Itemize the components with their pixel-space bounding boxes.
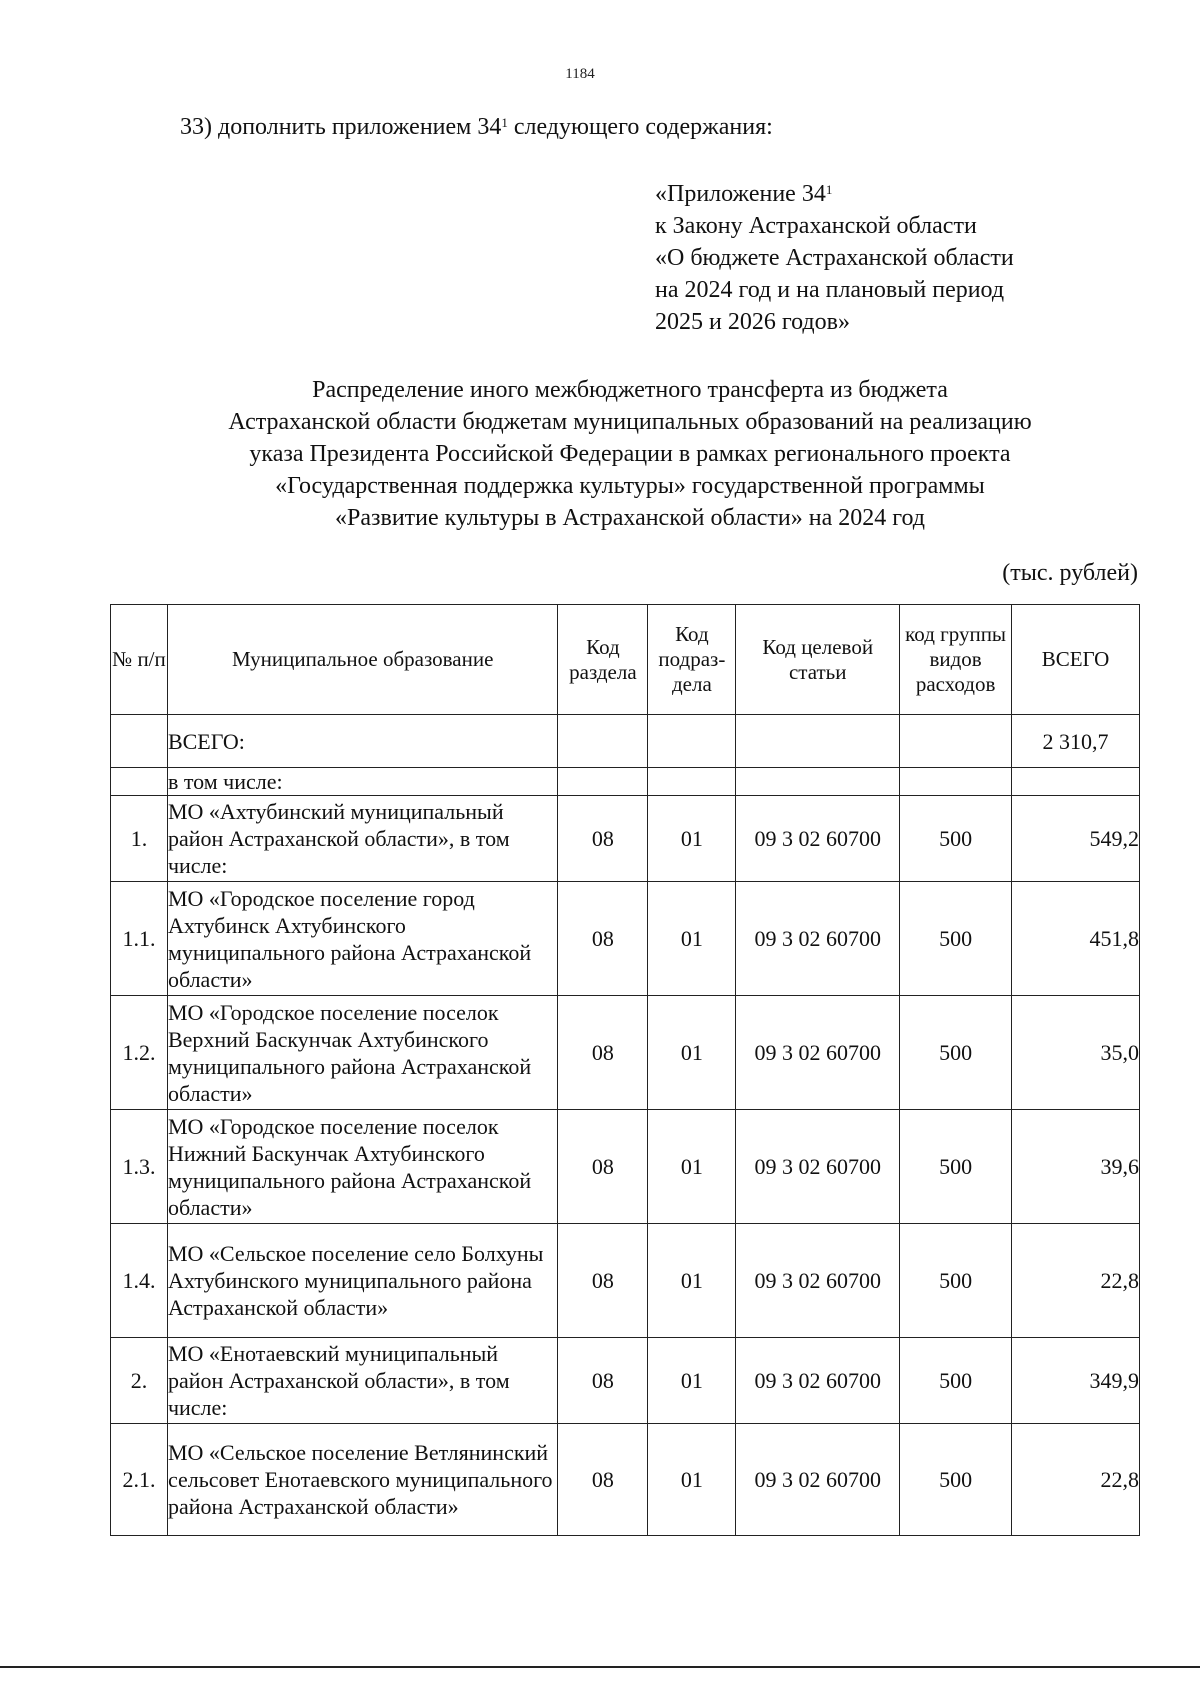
row-subsection: 01 xyxy=(648,1224,736,1338)
row-total: 39,6 xyxy=(1012,1110,1140,1224)
row-target: 09 3 02 60700 xyxy=(736,1110,900,1224)
row-subsection: 01 xyxy=(648,796,736,882)
row-name: МО «Сельское поселение Ветлянинский сельсовет Енотаевского муниципального района Астраханской области» xyxy=(167,1424,558,1536)
title-line: указа Президента Российской Федерации в рамках регионального проекта xyxy=(249,441,1011,467)
row-target: 09 3 02 60700 xyxy=(736,1224,900,1338)
row-name: МО «Енотаевский муниципальный район Астраханской области», в том числе: xyxy=(167,1338,558,1424)
row-section: 08 xyxy=(558,1338,648,1424)
row-section: 08 xyxy=(558,796,648,882)
table-cell xyxy=(736,715,900,768)
appendix-ref-superscript: 1 xyxy=(825,182,833,197)
row-section: 08 xyxy=(558,882,648,996)
table-row xyxy=(111,796,1140,882)
row-subsection: 01 xyxy=(648,996,736,1110)
appendix-ref-line-1 xyxy=(655,178,1014,210)
table-cell xyxy=(648,768,736,796)
header-target: Код целевой статьи xyxy=(736,605,900,715)
table-header-row xyxy=(111,605,1140,715)
appendix-ref-line-2: к Закону Астраханской области xyxy=(655,213,977,239)
row-subsection: 01 xyxy=(648,1338,736,1424)
row-name: МО «Городское поселение город Ахтубинск Ахтубинского муниципального района Астраханской области» xyxy=(167,882,558,996)
row-expense-group: 500 xyxy=(900,1424,1012,1536)
row-expense-group: 500 xyxy=(900,996,1012,1110)
row-total: 35,0 xyxy=(1012,996,1140,1110)
table-cell xyxy=(900,768,1012,796)
row-section: 08 xyxy=(558,1110,648,1224)
appendix-reference xyxy=(655,178,1014,338)
row-total: 22,8 xyxy=(1012,1424,1140,1536)
row-subsection: 01 xyxy=(648,1424,736,1536)
intro-superscript: 1 xyxy=(501,115,508,130)
row-section: 08 xyxy=(558,1224,648,1338)
row-expense-group: 500 xyxy=(900,796,1012,882)
table-row xyxy=(111,1110,1140,1224)
row-num: 2.1. xyxy=(111,1424,168,1536)
page-bottom-rule xyxy=(0,1666,1200,1668)
intro-text-after: следующего содержания: xyxy=(507,114,773,140)
appendix-ref-line-3: «О бюджете Астраханской области xyxy=(655,245,1014,271)
table-row xyxy=(111,1424,1140,1536)
table-cell xyxy=(558,768,648,796)
row-total: 451,8 xyxy=(1012,882,1140,996)
intro-text-before: 33) дополнить приложением 34 xyxy=(180,114,502,140)
document-title xyxy=(120,374,1140,534)
table-total-row xyxy=(111,715,1140,768)
row-expense-group: 500 xyxy=(900,1110,1012,1224)
row-name: МО «Городское поселение поселок Верхний Баскунчак Ахтубинского муниципального района Астраханской области» xyxy=(167,996,558,1110)
row-target: 09 3 02 60700 xyxy=(736,882,900,996)
row-num: 1.4. xyxy=(111,1224,168,1338)
table-cell xyxy=(111,715,168,768)
table-row xyxy=(111,996,1140,1110)
row-total: 22,8 xyxy=(1012,1224,1140,1338)
title-line: Астраханской области бюджетам муниципальных образований на реализацию xyxy=(228,409,1032,435)
row-total: 349,9 xyxy=(1012,1338,1140,1424)
total-value: 2 310,7 xyxy=(1012,715,1140,768)
row-expense-group: 500 xyxy=(900,1338,1012,1424)
row-subsection: 01 xyxy=(648,1110,736,1224)
page-number: 1184 xyxy=(565,66,595,82)
header-section: Код раздела xyxy=(558,605,648,715)
row-target: 09 3 02 60700 xyxy=(736,1338,900,1424)
header-name: Муниципальное образование xyxy=(167,605,558,715)
title-line: Распределение иного межбюджетного трансферта из бюджета xyxy=(312,377,948,403)
title-line: «Государственная поддержка культуры» государственной программы xyxy=(275,473,985,499)
row-name: МО «Городское поселение поселок Нижний Баскунчак Ахтубинского муниципального района Астраханской области» xyxy=(167,1110,558,1224)
including-label: в том числе: xyxy=(167,768,558,796)
header-total: ВСЕГО xyxy=(1012,605,1140,715)
row-subsection: 01 xyxy=(648,882,736,996)
row-section: 08 xyxy=(558,996,648,1110)
header-expense-group: код группы видов расходов xyxy=(900,605,1012,715)
row-total: 549,2 xyxy=(1012,796,1140,882)
table-row xyxy=(111,1338,1140,1424)
title-line: «Развитие культуры в Астраханской области» на 2024 год xyxy=(335,505,925,531)
distribution-table xyxy=(110,604,1140,1536)
header-subsection: Код подраз-дела xyxy=(648,605,736,715)
table-cell xyxy=(111,768,168,796)
row-name: МО «Ахтубинский муниципальный район Астраханской области», в том числе: xyxy=(167,796,558,882)
appendix-ref-line-4: на 2024 год и на плановый период xyxy=(655,277,1005,303)
table-row xyxy=(111,882,1140,996)
row-num: 1.3. xyxy=(111,1110,168,1224)
row-expense-group: 500 xyxy=(900,1224,1012,1338)
row-name: МО «Сельское поселение село Болхуны Ахтубинского муниципального района Астраханской области» xyxy=(167,1224,558,1338)
table-cell xyxy=(648,715,736,768)
row-section: 08 xyxy=(558,1424,648,1536)
table-cell xyxy=(900,715,1012,768)
units-label: (тыс. рублей) xyxy=(1002,560,1138,586)
row-target: 09 3 02 60700 xyxy=(736,796,900,882)
intro-paragraph xyxy=(180,112,773,142)
row-target: 09 3 02 60700 xyxy=(736,996,900,1110)
row-num: 1.1. xyxy=(111,882,168,996)
row-num: 2. xyxy=(111,1338,168,1424)
row-num: 1.2. xyxy=(111,996,168,1110)
table-row xyxy=(111,1224,1140,1338)
table-cell xyxy=(736,768,900,796)
row-num: 1. xyxy=(111,796,168,882)
table-including-row xyxy=(111,768,1140,796)
total-label: ВСЕГО: xyxy=(167,715,558,768)
table-cell xyxy=(1012,768,1140,796)
header-num: № п/п xyxy=(111,605,168,715)
appendix-ref-line-1-text: «Приложение 34 xyxy=(655,181,826,207)
appendix-ref-line-5: 2025 и 2026 годов» xyxy=(655,309,850,335)
row-target: 09 3 02 60700 xyxy=(736,1424,900,1536)
table-cell xyxy=(558,715,648,768)
row-expense-group: 500 xyxy=(900,882,1012,996)
